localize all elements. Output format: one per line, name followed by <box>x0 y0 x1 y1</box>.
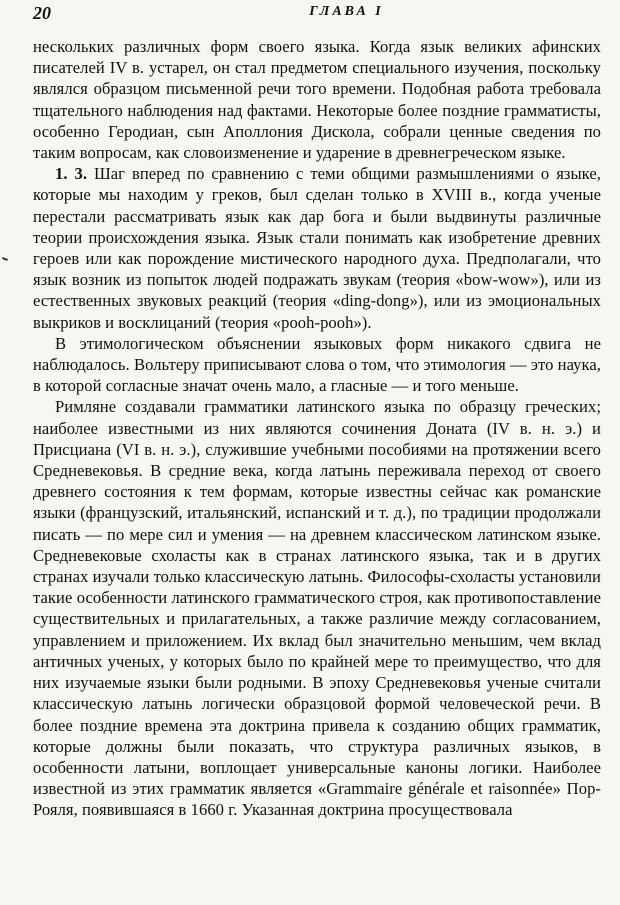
body-text <box>33 36 601 821</box>
paragraph-2-text: Шаг вперед по сравнению с теми общими размышлениями о языке, которые мы находим у греков, был сделан только в XVIII в., когда ученые перестали рассматривать язык как дар бога и были выдвинуты различные теории происхождения языка. Язык стали понимать как изобретение древних героев или как порождение мистического народного духа. Предполагали, что язык возник из попыток людей подражать звукам (теория «bow-wow»), или из естественных звуковых реакций (теория «ding-dong»), или из эмоциональных выкриков и восклицаний (теория «pooh-pooh»). <box>33 164 601 332</box>
running-head <box>33 3 600 25</box>
chapter-title: ГЛАВА I <box>309 4 384 19</box>
paragraph-3: В этимологическом объяснении языковых форм никакого сдвига не наблюдалось. Вольтеру приписывают слова о том, что этимология — это наука, в которой согласные значат очень мало, а гласные — и того меньше. <box>33 333 601 396</box>
gutter-mark <box>2 257 8 261</box>
page-number: 20 <box>33 3 51 23</box>
paragraph-1: нескольких различных форм своего языка. Когда язык великих афинских писателей IV в. устарел, он стал предметом специального изучения, поскольку являлся образцом письменной речи того времени. Подобная работа требовала тщательного наблюдения над фактами. Некоторые более поздние грамматисты, особенно Геродиан, сын Аполлония Дискола, собрали ценные сведения по таким вопросам, как словоизменение и ударение в древнегреческом языке. <box>33 37 601 163</box>
section-number: 1. 3. <box>55 164 88 184</box>
paragraph-2 <box>33 163 601 333</box>
paragraph-4: Римляне создавали грамматики латинского языка по образцу греческих; наиболее известными из них являются сочинения Доната (IV в. н. э.) и Присциана (VI в. н. э.), служившие учебными пособиями на протяжении всего Средневековья. В средние века, когда латынь переживала переход от своего древнего состояния к тем формам, которые известны сейчас как романские языки (французский, итальянский, испанский и т. д.), по традиции продолжали писать — по мере сил и умения — на древнем классическом латинском языке. Средневековые схоласты как в странах латинского языка, так и в других странах изучали только классическую латынь. Философы-схоласты установили такие особенности латинского грамматического строя, как противопоставление существительных и прилагательных, а также различие между согласованием, управлением и приложением. Их вклад был значительно меньшим, чем вклад античных ученых, у которых было по крайней мере то преимущество, что для них изучаемые языки были родными. В эпоху Средневековья ученые считали классическую латынь логически образцовой формой человеческой речи. В более поздние времена эта доктрина привела к созданию общих грамматик, которые должны были показать, что структура различных языков, в особенности латыни, воплощает универсальные каноны логики. Наиболее известной из этих грамматик является «Grammaire générale et raisonnée» Пор-Рояля, появившаяся в 1660 г. Указанная доктрина просуществовала <box>33 397 601 820</box>
